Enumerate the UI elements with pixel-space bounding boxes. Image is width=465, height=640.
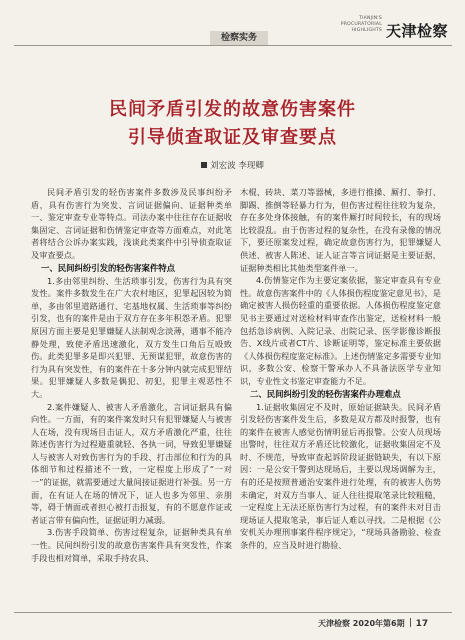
right-column — [240, 186, 441, 552]
footer-separator — [410, 618, 411, 627]
issue-info: 天津检察 2020年第6期 — [318, 619, 405, 628]
header-divider — [14, 45, 452, 46]
title-line-1: 民间矛盾引发的故意伤害案件 — [109, 99, 356, 120]
brand-english: TIANJIN'S PROCURATORIAL HIGHLIGHTS — [340, 16, 382, 34]
brand-logo-text: 天津检察 — [386, 22, 449, 40]
author-square-icon — [201, 162, 207, 168]
author-line — [0, 159, 465, 171]
title-line-2: 引导侦查取证及审查要点 — [128, 127, 337, 148]
section-label: 检察实务 — [210, 31, 268, 45]
article-title — [0, 96, 465, 152]
paragraph: 木棍、砖块、菜刀等器械，多进行推搡、厮打、拳打、脚踢、推倒等轻暴力行为，但伤害过程往往较为复杂，存在多处身体接触，有的案件厮打时间较长，有的现场比较混乱。由于伤害过程的复杂性，在没有录像的情况下，要还原案发过程，确定故意伤害行为，犯罪嫌疑人供述、被害人陈述、证人证言等言词证据是主要证据，证据种类相比其他类型案件单一。 — [240, 187, 441, 273]
paragraph: 4.伤情鉴定作为主要定案依据，鉴定审查具有专业性。故意伤害案件中的《人体损伤程度鉴定意见书》，是确定被害人损伤轻重的重要依据。人体损伤程度鉴定意见书主要通过对送检材料审查作出鉴定，送检材料一般包括急诊病例、入院记录、出院记录、医学影像诊断报告、X线片或者CT片、诊断证明等，鉴定标准主要依据《人体损伤程度鉴定标准》。上述伤情鉴定多需要专业知识，多数公安、检察干警承办人不具备法医学专业知识，专业性文书鉴定审查能力不足。 — [240, 275, 441, 386]
paragraph: 2.案件嫌疑人、被害人矛盾激化，言词证据具有偏向性。一方面，有的案件案发时只有犯罪嫌疑人与被害人在场，没有现场目击证人，双方矛盾激化严重，往往陈述伤害行为过程避重就轻、各执一词，导致犯罪嫌疑人与被害人对致伤害行为的手段、打击部位和行为的具体细节和过程描述不一致，一定程度上形成了“一对一”的证据，就需要通过大量间接证据进行补强。另一方面，在有证人在场的情况下，证人也多为邻里、亲朋等，碍于情面或者担心被打击报复，有的不愿意作证或者证言带有偏向性，证据证明力减弱。 — [31, 401, 232, 525]
paragraph: 1.证据收集固定不及时，原始证据缺失。民间矛盾引发轻伤害案件发生后，多数是双方都及时报警，也有的案件在被害人感觉伤情明显后再报警。公安人员现场出警时，往往双方矛盾还比较激化，证据收集固定不及时、不规范，导致审查起诉阶段证据链缺失，有以下原因：一是公安干警到达现场后，主要以现场调解为主，有的还是按照普通治安案件进行处理，有的被害人伤势未确定，对双方当事人、证人往往提取笔录比较粗糙，一定程度上无法还原伤害行为过程，有的案件未对目击现场证人提取笔录，事后证人难以寻找。二是根据《公安机关办理刑事案件程序规定》，“现场具备勘验、检查条件的，应当及时进行勘验、 — [240, 401, 441, 551]
left-column — [31, 186, 232, 564]
authors-text: 刘宏波 李现卿 — [210, 161, 264, 171]
section-heading: 二、民间纠纷引发的轻伤害案件办理难点 — [250, 388, 401, 399]
section-heading: 一、民间纠纷引发的轻伤害案件特点 — [41, 262, 175, 273]
page-number: 17 — [415, 619, 429, 629]
page-footer — [318, 618, 428, 629]
footer-divider — [14, 612, 452, 613]
paragraph: 3.伤害手段简单、伤害过程复杂，证据种类具有单一性。民间纠纷引发的故意伤害案件具有突发性，作案手段也相对简单，采取手持农具、 — [31, 527, 232, 563]
paragraph: 1.多由邻里纠纷、生活琐事引发，伤害行为具有突发性。案件多数发生在广大农村地区，犯罪起因较为简单，多由邻里道路通行、宅基地权属、生活琐事等纠纷引发，也有的案件是由于双方存在多年积怨矛盾。犯罪原因方面主要是犯罪嫌疑人法制观念淡薄，遇事不能冷静处理，致使矛盾迅速激化，双方发生口角后互殴致伤。此类犯罪多是即兴犯罪、无预谋犯罪，故意伤害的行为具有突发性，有的案件在十多分钟内就完成犯罪结果。犯罪嫌疑人多数是偶犯、初犯，犯罪主观恶性不大。 — [31, 275, 232, 399]
page-header — [0, 0, 465, 50]
paragraph: 民间矛盾引发的轻伤害案件多数涉及民事纠纷矛盾，具有伤害行为突发、言词证据偏向、证据种类单一、鉴定审查专业等特点。司法办案中往往存在证据收集固定、言词证据和伤情鉴定审查等方面难点，对此笔者将结合公诉办案实践，浅谈此类案件中引导侦查取证及审查要点。 — [31, 187, 232, 260]
